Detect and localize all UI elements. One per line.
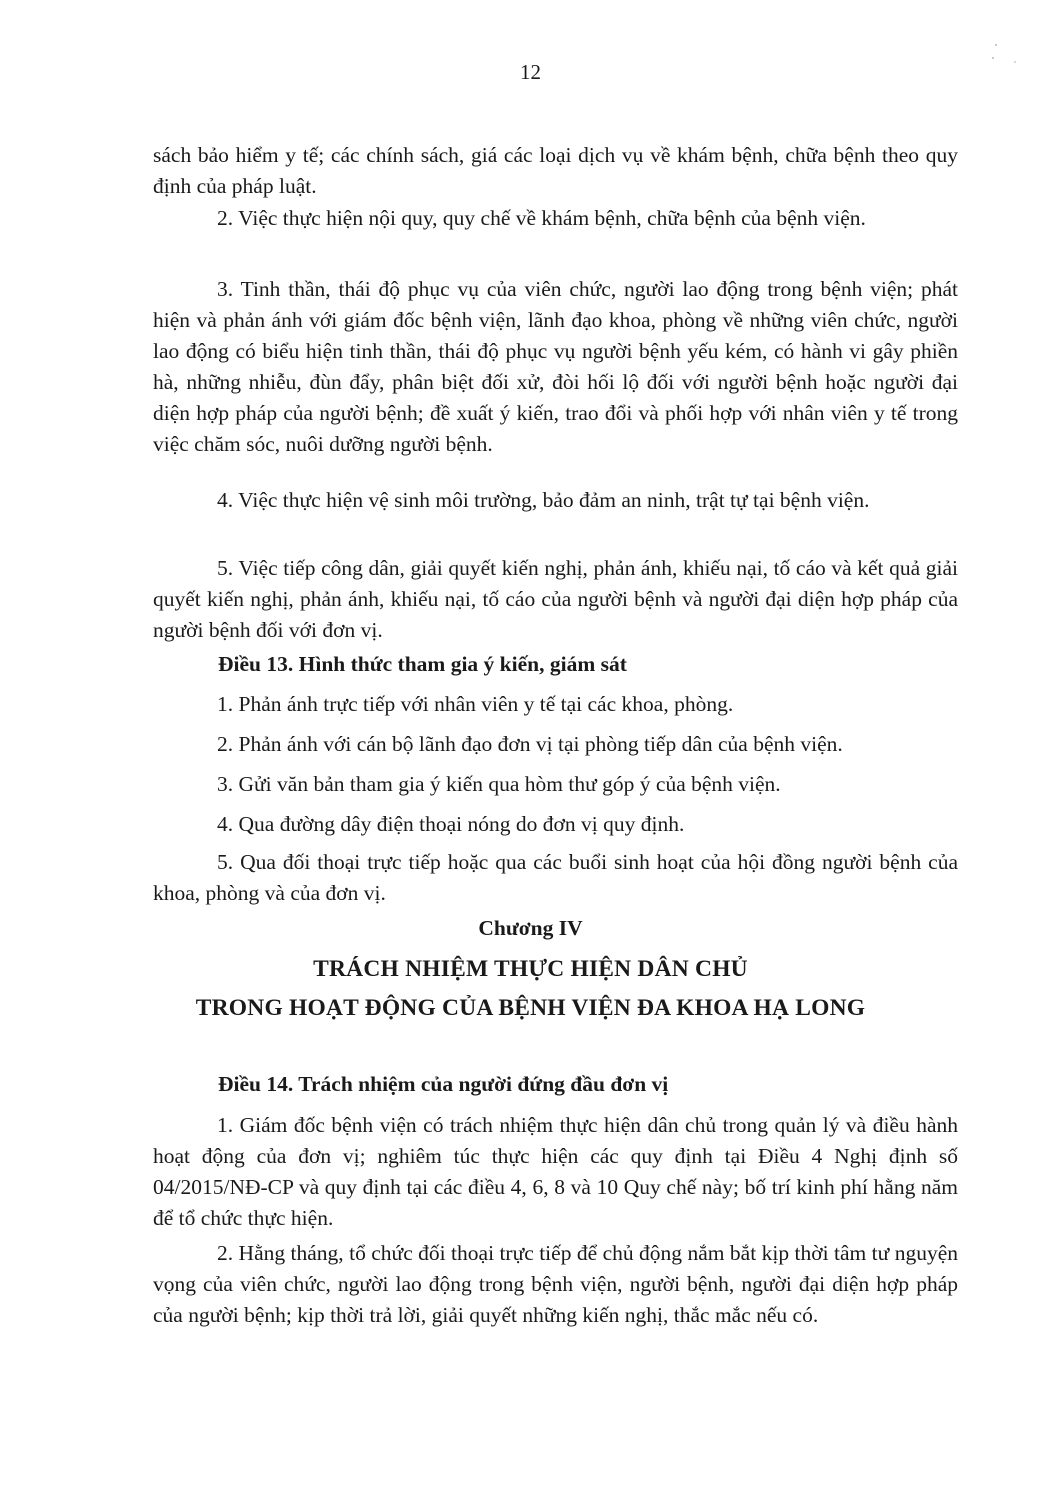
paragraph-item-2: 2. Việc thực hiện nội quy, quy chế về khám bệnh, chữa bệnh của bệnh viện.: [217, 206, 866, 230]
article-13-item-2: 2. Phản ánh với cán bộ lãnh đạo đơn vị tại phòng tiếp dân của bệnh viện.: [217, 732, 843, 756]
paragraph-item-3: 3. Tinh thần, thái độ phục vụ của viên chức, người lao động trong bệnh viện; phát hiện và phản ánh với giám đốc bệnh viện, lãnh đạo khoa, phòng về những viên chức, người lao động có biểu hiện tinh thần, thái độ phục vụ người bệnh yếu kém, có hành vi gây phiền hà, những nhiễu, đùn đẩy, phân biệt đối xử, đòi hối lộ đối với người bệnh hoặc người đại diện hợp pháp của người bệnh; đề xuất ý kiến, trao đổi và phối hợp với nhân viên y tế trong việc chăm sóc, nuôi dưỡng người bệnh.: [153, 277, 958, 456]
article-13-item-5: 5. Qua đối thoại trực tiếp hoặc qua các buổi sinh hoạt của hội đồng người bệnh của khoa, phòng và của đơn vị.: [153, 850, 958, 905]
article-14-heading: Điều 14. Trách nhiệm của người đứng đầu đơn vị: [218, 1072, 669, 1096]
article-13-item-3: 3. Gửi văn bản tham gia ý kiến qua hòm thư góp ý của bệnh viện.: [217, 772, 781, 796]
article-14-item-1: 1. Giám đốc bệnh viện có trách nhiệm thực hiện dân chủ trong quản lý và điều hành hoạt động của đơn vị; nghiêm túc thực hiện các quy định tại Điều 4 Nghị định số 04/2015/NĐ-CP và quy định tại các điều 4, 6, 8 và 10 Quy chế này; bố trí kinh phí hằng năm để tổ chức thực hiện.: [153, 1113, 958, 1230]
chapter-title-line-1: TRÁCH NHIỆM THỰC HIỆN DÂN CHỦ: [313, 956, 748, 982]
chapter-label: Chương IV: [478, 916, 583, 940]
article-13-item-1: 1. Phản ánh trực tiếp với nhân viên y tế tại các khoa, phòng.: [217, 692, 734, 716]
article-13-heading: Điều 13. Hình thức tham gia ý kiến, giám sát: [218, 652, 627, 676]
paragraph-item-4: 4. Việc thực hiện vệ sinh môi trường, bảo đảm an ninh, trật tự tại bệnh viện.: [217, 488, 870, 512]
page-number: 12: [520, 60, 541, 84]
chapter-title-line-2: TRONG HOẠT ĐỘNG CỦA BỆNH VIỆN ĐA KHOA HẠ LONG: [195, 995, 866, 1021]
paragraph-continued: sách bảo hiểm y tế; các chính sách, giá các loại dịch vụ về khám bệnh, chữa bệnh theo quy định của pháp luật.: [153, 143, 958, 198]
paragraph-item-5: 5. Việc tiếp công dân, giải quyết kiến nghị, phản ánh, khiếu nại, tố cáo và kết quả giải quyết kiến nghị, phản ánh, khiếu nại, tố cáo của người bệnh và người đại diện hợp pháp của người bệnh đối với đơn vị.: [153, 556, 958, 642]
article-14-item-2: 2. Hằng tháng, tổ chức đối thoại trực tiếp để chủ động nắm bắt kịp thời tâm tư nguyện vọng của viên chức, người lao động trong bệnh viện, người bệnh, người đại diện hợp pháp của người bệnh; kịp thời trả lời, giải quyết những kiến nghị, thắc mắc nếu có.: [153, 1241, 958, 1327]
article-13-item-4: 4. Qua đường dây điện thoại nóng do đơn vị quy định.: [217, 812, 685, 836]
